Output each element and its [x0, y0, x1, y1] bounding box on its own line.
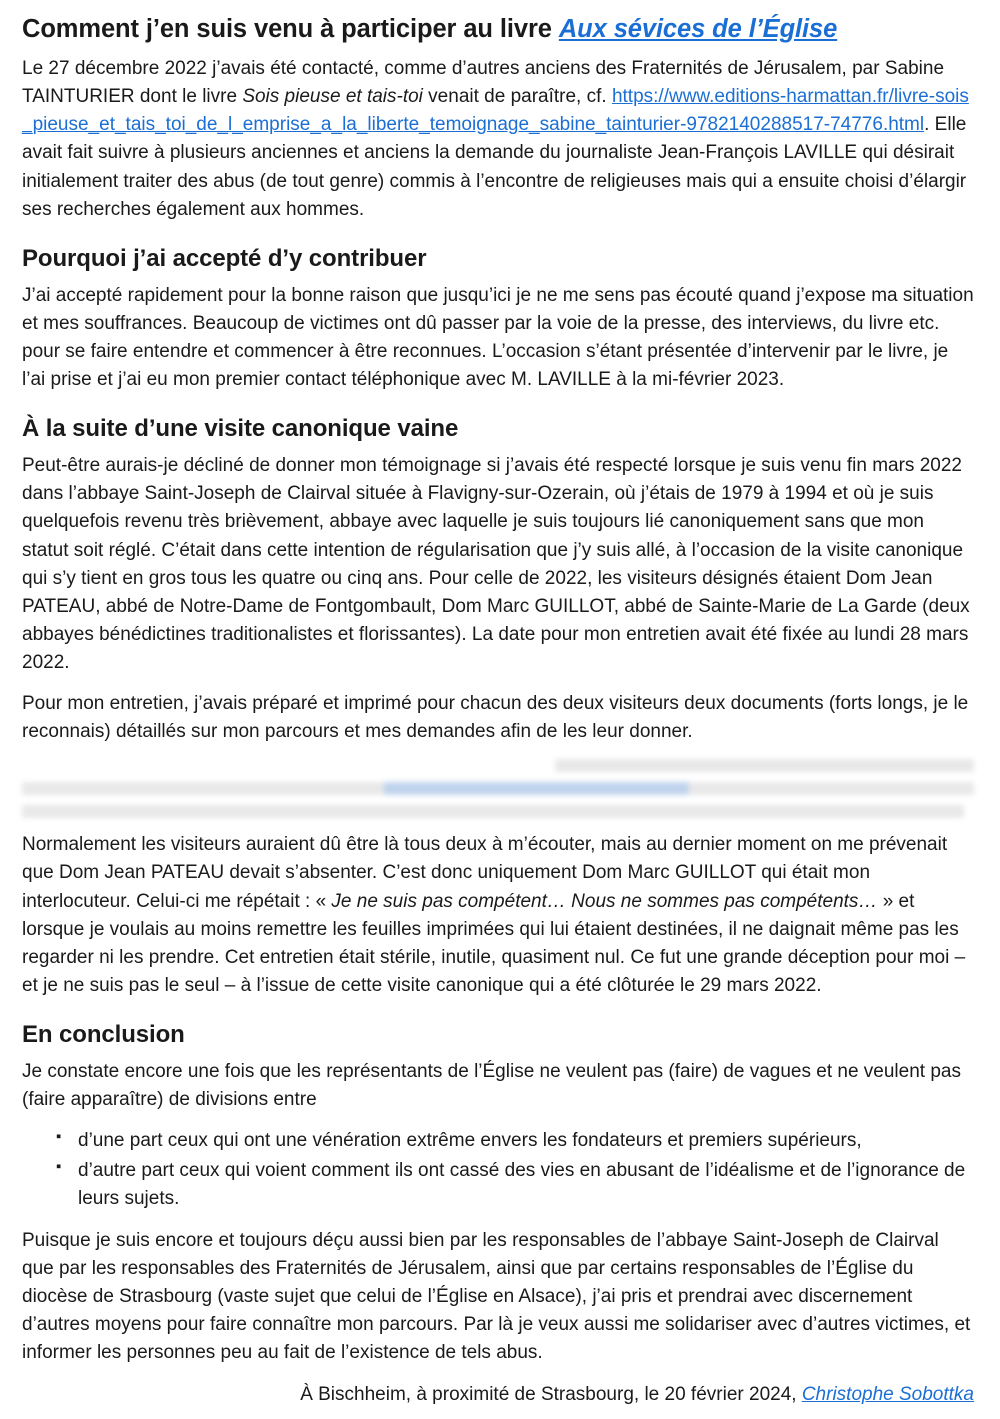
conclusion-lead: Je constate encore une fois que les représentants de l’Église ne veulent pas (faire) de vagues et ne veulent pas (faire apparaître) de divisions entre	[22, 1060, 961, 1111]
redacted-text-block	[22, 759, 974, 818]
entretien-before-quote: Normalement les visiteurs auraient dû être là tous deux à m’écouter, mais au dernier moment on me prévenait que Dom Jean PATEAU devait s’absenter. C’est donc uniquement Dom Marc GUILLOT qui était mon interlocuteur. Celui-ci me répétait : «	[22, 834, 948, 912]
signature	[22, 1381, 974, 1409]
entretien-paragraph	[22, 831, 974, 1000]
conclusion-bullet-list	[22, 1127, 974, 1213]
pourquoi-paragraph-1: J’ai accepté rapidement pour la bonne raison que jusqu’ici je ne me sens pas écouté quand j’expose ma situation et mes souffrances. Beaucoup de victimes ont dû passer par la voie de la presse, des interviews, du livre etc. pour se faire entendre et commencer à être reconnues. L’occasion s’étant présentée d’intervenir par le livre, je l’ai prise et j’ai eu mon premier contact téléphonique avec M. LAVILLE à la mi-février 2023.	[22, 284, 974, 391]
list-item: ▪ d’autre part ceux qui voient comment ils ont cassé des vies en abusant de l’idéalisme et de l’ignorance de leurs sujets.	[56, 1157, 974, 1213]
conclusion-closing: Puisque je suis encore et toujours déçu aussi bien par les responsables de l’abbaye Saint-Joseph de Clairval que par les responsables des Fraternités de Jérusalem, ainsi que par certains responsables de l’Église du diocèse de Strasbourg (vaste sujet que celui de l’Église en Alsace), j’ai pris et prendrai avec discernement d’autres moyens pour faire connaître mon parcours. Par là je veux aussi me solidariser avec d’autres victimes, et informer les personnes peu au fait de l’existence de tels abus.	[22, 1229, 971, 1363]
redacted-line-2	[22, 782, 974, 795]
redacted-line-1	[555, 759, 974, 772]
quote-italic-1: Je ne suis pas compétent…	[331, 890, 566, 912]
intro-after-italic: venait de paraître, cf.	[422, 86, 612, 108]
entretien-after-quote: » et lorsque je voulais au moins remettre les feuilles imprimées qui lui étaient destinées, il ne daignait même pas les regarder ni les prendre. Cet entretien était stérile, inutile, quasiment nul. Ce fut une grande déception pour moi – et je ne suis pas le seul – à l’issue de cette visite canonique qui a été clôturée le 29 mars 2022.	[22, 890, 966, 996]
redacted-line-3	[22, 805, 964, 818]
intro-book-italic: Sois pieuse et tais-toi	[242, 86, 423, 108]
intro-paragraph	[22, 55, 974, 224]
signature-name-link[interactable]: Christophe Sobottka	[801, 1384, 974, 1406]
visite-paragraph-1: Peut-être aurais-je décliné de donner mon témoignage si j’avais été respecté lorsque je suis venu fin mars 2022 dans l’abbaye Saint-Joseph de Clairval située à Flavigny-sur-Ozerain, où j’étais de 1979 à 1994 et où je suis quelquefois revenu très brièvement, abbaye avec laquelle je suis toujours lié canoniquement sans que mon statut soit réglé. C’était dans cette intention de régularisation que j’y suis allé, à l’occasion de la visite canonique qui s’y tient en gros tous les quatre ou cinq ans. Pour celle de 2022, les visiteurs désignés étaient Dom Jean PATEAU, abbé de Notre-Dame de Fontgombault, Dom Marc GUILLOT, abbé de Sainte-Marie de La Garde (deux abbayes bénédictines traditionalistes et florissantes). La date pour mon entretien avait été fixée au lundi 28 mars 2022.	[22, 455, 970, 673]
page-title	[22, 14, 974, 45]
page-title-text: Comment j’en suis venu à participer au livre	[22, 15, 559, 43]
signature-text: À Bischheim, à proximité de Strasbourg, le 20 février 2024,	[300, 1384, 802, 1406]
list-item: ▪ d’une part ceux qui ont une vénération extrême envers les fondateurs et premiers supérieurs,	[56, 1127, 974, 1155]
section-heading-conclusion: En conclusion	[22, 1020, 185, 1048]
section-heading-visite-canonique: À la suite d’une visite canonique vaine	[22, 415, 459, 443]
book-title-link[interactable]: Aux sévices de l’Église	[558, 15, 838, 43]
intro-before-url: Le 27 décembre 2022 j’avais été contacté, comme d’autres anciens des Fraternités de Jérusalem, par Sabine TAINTURIER dont le livre	[22, 58, 945, 108]
visite-paragraph-2: Pour mon entretien, j’avais préparé et imprimé pour chacun des deux visiteurs deux documents (forts longs, je le reconnais) détaillés sur mon parcours et mes demandes afin de les leur donner.	[22, 693, 969, 743]
harmattan-url-link[interactable]: https://www.editions-harmattan.fr/livre-sois_pieuse_et_tais_toi_de_l_emprise_a_la_liberte_temoignage_sabine_tainturier-9782140288517-74776.html	[22, 86, 969, 136]
section-heading-pourquoi: Pourquoi j’ai accepté d’y contribuer	[22, 244, 427, 272]
quote-italic-2: Nous ne sommes pas compétents…	[571, 890, 878, 912]
intro-after-url: . Elle avait fait suivre à plusieurs anciennes et anciens la demande du journaliste Jean-François LAVILLE qui désirait initialement traiter des abus (de tout genre) commis à l’encontre de religieuses mais qui a ensuite choisi d’élargir ses recherches également aux hommes.	[22, 114, 967, 220]
